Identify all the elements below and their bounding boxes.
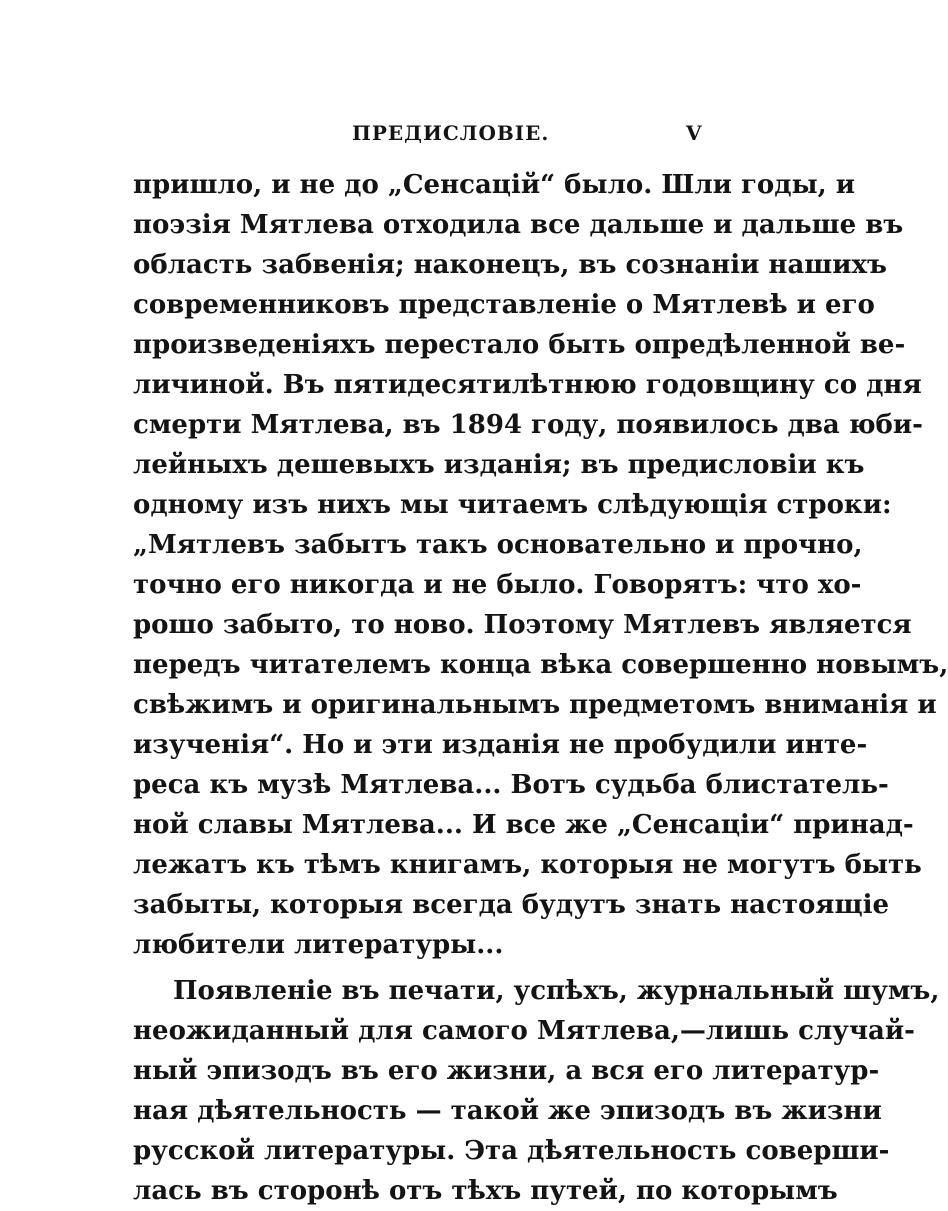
running-title: ПРЕДИСЛОВІЕ. <box>352 121 550 145</box>
text-line: забыты, которыя всегда будутъ знать настоящіе <box>133 890 890 920</box>
paragraph-2 <box>133 971 940 1211</box>
text-line: ная дѣятельность — такой же эпизодъ въ жизни <box>133 1096 882 1126</box>
text-line: изученія“. Но и эти изданія не пробудили инте- <box>133 730 868 760</box>
text-line: современниковъ представленіе о Мятлевѣ и его <box>133 290 875 320</box>
text-line: рошо забыто, то ново. Поэтому Мятлевъ является <box>133 610 912 640</box>
paragraph-1 <box>133 165 948 965</box>
text-line: передъ читателемъ конца вѣка совершенно новымъ, <box>133 650 948 680</box>
text-line: поэзія Мятлева отходила все дальше и дальше въ <box>133 210 904 240</box>
text-line: русской литературы. Эта дѣятельность соверши- <box>133 1136 890 1166</box>
text-line: произведеніяхъ перестало быть опредѣленной ве- <box>133 330 906 360</box>
text-line: свѣжимъ и оригинальнымъ предметомъ вниманія и <box>133 690 937 720</box>
text-line: лейныхъ дешевыхъ изданія; въ предисловіи къ <box>133 450 865 480</box>
text-line: неожиданный для самого Мятлева,—лишь случай- <box>133 1016 915 1046</box>
text-line: реса къ музѣ Мятлева... Вотъ судьба блистатель- <box>133 770 889 800</box>
text-line: лежатъ къ тѣмъ книгамъ, которыя не могутъ быть <box>133 850 922 880</box>
page-number: V <box>686 121 702 145</box>
text-line: область забвенія; наконецъ, въ сознаніи нашихъ <box>133 250 887 280</box>
text-line: „Мятлевъ забытъ такъ основательно и прочно, <box>133 530 863 560</box>
text-line: смерти Мятлева, въ 1894 году, появилось два юби- <box>133 410 923 440</box>
text-line: ный эпизодъ въ его жизни, а вся его литератур- <box>133 1056 880 1086</box>
text-line: ной славы Мятлева... И все же „Сенсаціи“ принад- <box>133 810 914 840</box>
text-line: одному изъ нихъ мы читаемъ слѣдующія строки: <box>133 490 892 520</box>
text-line: точно его никогда и не было. Говорятъ: что хо- <box>133 570 862 600</box>
text-line: лась въ сторонѣ отъ тѣхъ путей, по которымъ <box>133 1176 838 1206</box>
text-line: личиной. Въ пятидесятилѣтнюю годовщину со дня <box>133 370 922 400</box>
text-line: пришло, и не до „Сенсацій“ было. Шли годы, и <box>133 170 856 200</box>
text-line: любители литературы... <box>133 930 504 960</box>
text-line: Появленіе въ печати, успѣхъ, журнальный шумъ, <box>173 976 940 1006</box>
body-text <box>133 165 948 1211</box>
running-head <box>0 118 840 148</box>
